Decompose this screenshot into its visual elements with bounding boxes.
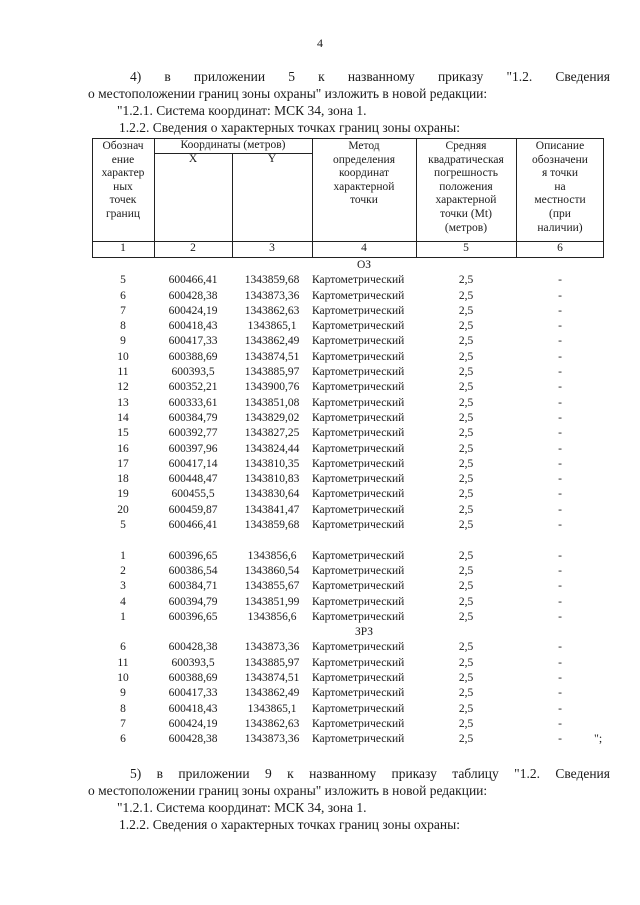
mean-error-cell: 2,5 (458, 610, 474, 623)
point-id-cell: 18 (117, 473, 129, 486)
method-cell: Картометрический (312, 503, 405, 516)
section-title: ЗРЗ (354, 626, 374, 639)
description-cell: - (558, 656, 562, 669)
description-cell: - (558, 274, 562, 287)
coord-x-cell: 600424,19 (168, 304, 218, 317)
point-id-cell: 7 (120, 304, 126, 317)
coord-x-cell: 600418,43 (168, 702, 218, 715)
description-cell: - (558, 320, 562, 333)
table-row (92, 549, 604, 564)
mean-error-cell: 2,5 (458, 350, 474, 363)
point-id-cell: 16 (117, 442, 129, 455)
mean-error-cell: 2,5 (458, 488, 474, 501)
coord-y-cell: 1343810,83 (244, 473, 300, 486)
description-cell: - (558, 381, 562, 394)
mean-error-cell: 2,5 (458, 702, 474, 715)
coord-y-cell: 1343824,44 (244, 442, 300, 455)
coord-x-cell: 600448,47 (168, 473, 218, 486)
point-id-cell: 9 (120, 687, 126, 700)
mean-error-cell: 2,5 (458, 717, 474, 730)
header-line: координат (338, 167, 390, 180)
table-header (92, 138, 604, 258)
coord-x-cell: 600396,65 (168, 549, 218, 562)
method-cell: Картометрический (312, 519, 405, 532)
outro-line-1: 5) в приложении 9 к названному приказу таблицу "1.2. Сведения (130, 766, 610, 781)
coord-x-cell: 600466,41 (168, 274, 218, 287)
table-row (92, 702, 604, 717)
point-id-cell: 12 (117, 381, 129, 394)
description-cell: - (558, 549, 562, 562)
description-cell: - (558, 610, 562, 623)
coord-y-cell: 1343865,1 (247, 702, 297, 715)
table-row (92, 518, 604, 533)
coord-x-cell: 600417,33 (168, 687, 218, 700)
table-row (92, 396, 604, 411)
point-id-cell: 6 (120, 289, 126, 302)
coord-x-cell: 600417,33 (168, 335, 218, 348)
header-line: характерной (435, 194, 497, 207)
mean-error-cell: 2,5 (458, 656, 474, 669)
point-id-cell: 6 (120, 733, 126, 746)
method-cell: Картометрический (312, 610, 405, 623)
header-line: (метров) (444, 221, 488, 234)
header-line: на (554, 180, 566, 193)
coord-y-cell: 1343873,36 (244, 733, 300, 746)
table-row (92, 686, 604, 701)
coord-x-cell: 600428,38 (168, 641, 218, 654)
table-row (92, 503, 604, 518)
header-line: ение (111, 153, 135, 166)
coord-x-cell: 600384,71 (168, 580, 218, 593)
header-x: X (188, 153, 198, 165)
col-number-6: 6 (557, 242, 563, 254)
description-cell: - (558, 503, 562, 516)
point-id-cell: 13 (117, 396, 129, 409)
table-row (92, 564, 604, 579)
method-cell: Картометрический (312, 457, 405, 470)
coord-x-cell: 600424,19 (168, 717, 218, 730)
table-closing-mark: "; (594, 731, 603, 745)
coord-x-cell: 600393,5 (171, 366, 215, 379)
method-cell: Картометрический (312, 564, 405, 577)
description-cell: - (558, 473, 562, 486)
coord-x-cell: 600394,79 (168, 595, 218, 608)
description-cell: - (558, 427, 562, 440)
method-cell: Картометрический (312, 733, 405, 746)
header-method (312, 140, 416, 208)
coord-y-cell: 1343874,51 (244, 672, 300, 685)
coord-y-cell: 1343851,08 (244, 396, 300, 409)
coord-y-cell: 1343827,25 (244, 427, 300, 440)
method-cell: Картометрический (312, 702, 405, 715)
method-cell: Картометрический (312, 411, 405, 424)
header-line: (при (549, 207, 571, 220)
header-line: положения (439, 180, 493, 193)
mean-error-cell: 2,5 (458, 320, 474, 333)
description-cell: - (558, 595, 562, 608)
mean-error-cell: 2,5 (458, 289, 474, 302)
coord-y-cell: 1343829,02 (244, 411, 300, 424)
coord-y-cell: 1343885,97 (244, 656, 300, 669)
table-row (92, 289, 604, 304)
coord-x-cell: 600396,65 (168, 610, 218, 623)
description-cell: - (558, 366, 562, 379)
table-body (92, 258, 604, 748)
outro-line-3: "1.2.1. Система координат: МСК 34, зона 1. (117, 800, 367, 815)
description-cell: - (558, 519, 562, 532)
section-title: ОЗ (356, 259, 372, 271)
description-cell: - (558, 442, 562, 455)
header-line: точки (350, 194, 378, 207)
header-line: местности (534, 194, 586, 207)
mean-error-cell: 2,5 (458, 427, 474, 440)
table-row (92, 579, 604, 594)
table-row (92, 380, 604, 395)
table-row (92, 595, 604, 610)
point-id-cell: 8 (120, 702, 126, 715)
table-row (92, 273, 604, 288)
description-cell: - (558, 641, 562, 654)
description-cell: - (558, 564, 562, 577)
coord-x-cell: 600466,41 (168, 519, 218, 532)
table-row (92, 304, 604, 319)
coord-y-cell: 1343862,63 (244, 304, 300, 317)
col-number-5: 5 (463, 242, 469, 254)
intro-line-4: 1.2.2. Сведения о характерных точках границ зоны охраны: (119, 120, 460, 135)
coord-x-cell: 600393,5 (171, 656, 215, 669)
point-id-cell: 9 (120, 335, 126, 348)
description-cell: - (558, 488, 562, 501)
table-row (92, 457, 604, 472)
description-cell: - (558, 396, 562, 409)
table-row (92, 717, 604, 732)
method-cell: Картометрический (312, 656, 405, 669)
method-cell: Картометрический (312, 442, 405, 455)
description-cell: - (558, 411, 562, 424)
coord-y-cell: 1343856,6 (247, 549, 297, 562)
header-line: характер (101, 167, 145, 180)
coord-y-cell: 1343859,68 (244, 274, 300, 287)
header-point-designation (92, 140, 154, 222)
point-id-cell: 1 (120, 610, 126, 623)
coord-x-cell: 600455,5 (171, 488, 215, 501)
point-id-cell: 2 (120, 564, 126, 577)
header-line: ных (113, 180, 133, 193)
mean-error-cell: 2,5 (458, 396, 474, 409)
method-cell: Картометрический (312, 717, 405, 730)
header-error (416, 140, 516, 235)
header-description (516, 140, 604, 235)
mean-error-cell: 2,5 (458, 442, 474, 455)
description-cell: - (558, 672, 562, 685)
table-row (92, 656, 604, 671)
table-row (92, 426, 604, 441)
point-id-cell: 6 (120, 641, 126, 654)
coord-x-cell: 600333,61 (168, 396, 218, 409)
table-row (92, 610, 604, 625)
col-number-2: 2 (190, 242, 196, 254)
point-id-cell: 8 (120, 320, 126, 333)
method-cell: Картометрический (312, 549, 405, 562)
header-line: характерной (333, 180, 395, 193)
coord-x-cell: 600428,38 (168, 733, 218, 746)
coord-y-cell: 1343856,6 (247, 610, 297, 623)
coord-y-cell: 1343900,76 (244, 381, 300, 394)
coord-y-cell: 1343862,63 (244, 717, 300, 730)
coord-x-cell: 600417,14 (168, 457, 218, 470)
coord-x-cell: 600392,77 (168, 427, 218, 440)
table-row (92, 472, 604, 487)
point-id-cell: 11 (117, 366, 129, 379)
coord-y-cell: 1343860,54 (244, 564, 300, 577)
description-cell: - (558, 350, 562, 363)
description-cell: - (558, 457, 562, 470)
mean-error-cell: 2,5 (458, 564, 474, 577)
mean-error-cell: 2,5 (458, 687, 474, 700)
header-line: определения (332, 153, 395, 166)
coord-y-cell: 1343862,49 (244, 687, 300, 700)
point-id-cell: 11 (117, 656, 129, 669)
table-row (92, 732, 604, 747)
header-line: Описание (535, 140, 585, 152)
method-cell: Картометрический (312, 381, 405, 394)
col-number-1: 1 (120, 242, 126, 254)
header-line: Обознач (102, 140, 144, 152)
coord-x-cell: 600459,87 (168, 503, 218, 516)
method-cell: Картометрический (312, 473, 405, 486)
mean-error-cell: 2,5 (458, 274, 474, 287)
description-cell: - (558, 289, 562, 302)
intro-line-1: 4) в приложении 5 к названному приказу "1.2. Сведения (130, 69, 610, 84)
table-row (92, 319, 604, 334)
mean-error-cell: 2,5 (458, 457, 474, 470)
description-cell: - (558, 580, 562, 593)
method-cell: Картометрический (312, 641, 405, 654)
coord-x-cell: 600386,54 (168, 564, 218, 577)
point-id-cell: 20 (117, 503, 129, 516)
table-row (92, 442, 604, 457)
method-cell: Картометрический (312, 427, 405, 440)
point-id-cell: 7 (120, 717, 126, 730)
header-line: я точки (541, 167, 579, 180)
header-line: точки (Mt) (440, 207, 492, 220)
table-row (92, 487, 604, 502)
method-cell: Картометрический (312, 595, 405, 608)
method-cell: Картометрический (312, 366, 405, 379)
coord-x-cell: 600397,96 (168, 442, 218, 455)
mean-error-cell: 2,5 (458, 503, 474, 516)
coord-y-cell: 1343865,1 (247, 320, 297, 333)
description-cell: - (558, 717, 562, 730)
description-cell: - (558, 687, 562, 700)
method-cell: Картометрический (312, 350, 405, 363)
point-id-cell: 4 (120, 595, 126, 608)
mean-error-cell: 2,5 (458, 580, 474, 593)
header-line: точек (109, 194, 137, 207)
coord-y-cell: 1343873,36 (244, 289, 300, 302)
header-line: границ (105, 207, 141, 220)
table-row (92, 411, 604, 426)
coord-y-cell: 1343841,47 (244, 503, 300, 516)
method-cell: Картометрический (312, 335, 405, 348)
description-cell: - (558, 733, 562, 746)
method-cell: Картометрический (312, 274, 405, 287)
mean-error-cell: 2,5 (458, 595, 474, 608)
section-title-row (92, 625, 604, 640)
mean-error-cell: 2,5 (458, 473, 474, 486)
mean-error-cell: 2,5 (458, 304, 474, 317)
point-id-cell: 1 (120, 549, 126, 562)
method-cell: Картометрический (312, 320, 405, 333)
coord-y-cell: 1343851,99 (244, 595, 300, 608)
coord-x-cell: 600418,43 (168, 320, 218, 333)
group-separator (92, 533, 604, 548)
coord-y-cell: 1343810,35 (244, 457, 300, 470)
coord-y-cell: 1343862,49 (244, 335, 300, 348)
page-number: 4 (317, 36, 323, 50)
mean-error-cell: 2,5 (458, 381, 474, 394)
coord-y-cell: 1343830,64 (244, 488, 300, 501)
mean-error-cell: 2,5 (458, 549, 474, 562)
point-id-cell: 10 (117, 672, 129, 685)
coord-x-cell: 600384,79 (168, 411, 218, 424)
point-id-cell: 10 (117, 350, 129, 363)
table-row (92, 640, 604, 655)
outro-line-2: о местоположении границ зоны охраны" изложить в новой редакции: (88, 783, 488, 798)
mean-error-cell: 2,5 (458, 641, 474, 654)
coord-y-cell: 1343859,68 (244, 519, 300, 532)
header-line: погрешность (434, 167, 498, 180)
method-cell: Картометрический (312, 672, 405, 685)
header-line: Средняя (445, 140, 487, 152)
coord-x-cell: 600352,21 (168, 381, 218, 394)
intro-line-2: о местоположении границ зоны охраны" изложить в новой редакции: (88, 86, 488, 101)
description-cell: - (558, 304, 562, 317)
method-cell: Картометрический (312, 304, 405, 317)
coord-y-cell: 1343874,51 (244, 350, 300, 363)
method-cell: Картометрический (312, 580, 405, 593)
intro-line-3: "1.2.1. Система координат: МСК 34, зона 1. (117, 103, 367, 118)
coord-x-cell: 600388,69 (168, 672, 218, 685)
table-row (92, 334, 604, 349)
table-row (92, 350, 604, 365)
col-number-3: 3 (269, 242, 275, 254)
mean-error-cell: 2,5 (458, 733, 474, 746)
mean-error-cell: 2,5 (458, 366, 474, 379)
point-id-cell: 5 (120, 274, 126, 287)
header-line: квадратическая (428, 153, 504, 166)
table-row (92, 671, 604, 686)
method-cell: Картометрический (312, 396, 405, 409)
coord-y-cell: 1343885,97 (244, 366, 300, 379)
section-title-row (92, 258, 604, 273)
boundary-points-table (92, 138, 604, 746)
method-cell: Картометрический (312, 289, 405, 302)
description-cell: - (558, 335, 562, 348)
coord-x-cell: 600388,69 (168, 350, 218, 363)
header-line: наличии) (537, 221, 583, 234)
header-y: Y (267, 153, 277, 165)
mean-error-cell: 2,5 (458, 335, 474, 348)
header-line: обозначени (532, 153, 588, 166)
header-coordinates: Координаты (метров) (180, 139, 286, 151)
mean-error-cell: 2,5 (458, 411, 474, 424)
table-row (92, 365, 604, 380)
mean-error-cell: 2,5 (458, 519, 474, 532)
header-line: Метод (348, 140, 380, 152)
method-cell: Картометрический (312, 488, 405, 501)
point-id-cell: 17 (117, 457, 129, 470)
coord-x-cell: 600428,38 (168, 289, 218, 302)
col-number-4: 4 (361, 242, 367, 254)
mean-error-cell: 2,5 (458, 672, 474, 685)
coord-y-cell: 1343873,36 (244, 641, 300, 654)
point-id-cell: 14 (117, 411, 129, 424)
coord-y-cell: 1343855,67 (244, 580, 300, 593)
point-id-cell: 5 (120, 519, 126, 532)
method-cell: Картометрический (312, 687, 405, 700)
point-id-cell: 3 (120, 580, 126, 593)
point-id-cell: 15 (117, 427, 129, 440)
description-cell: - (558, 702, 562, 715)
point-id-cell: 19 (117, 488, 129, 501)
outro-line-4: 1.2.2. Сведения о характерных точках границ зоны охраны: (119, 817, 460, 832)
